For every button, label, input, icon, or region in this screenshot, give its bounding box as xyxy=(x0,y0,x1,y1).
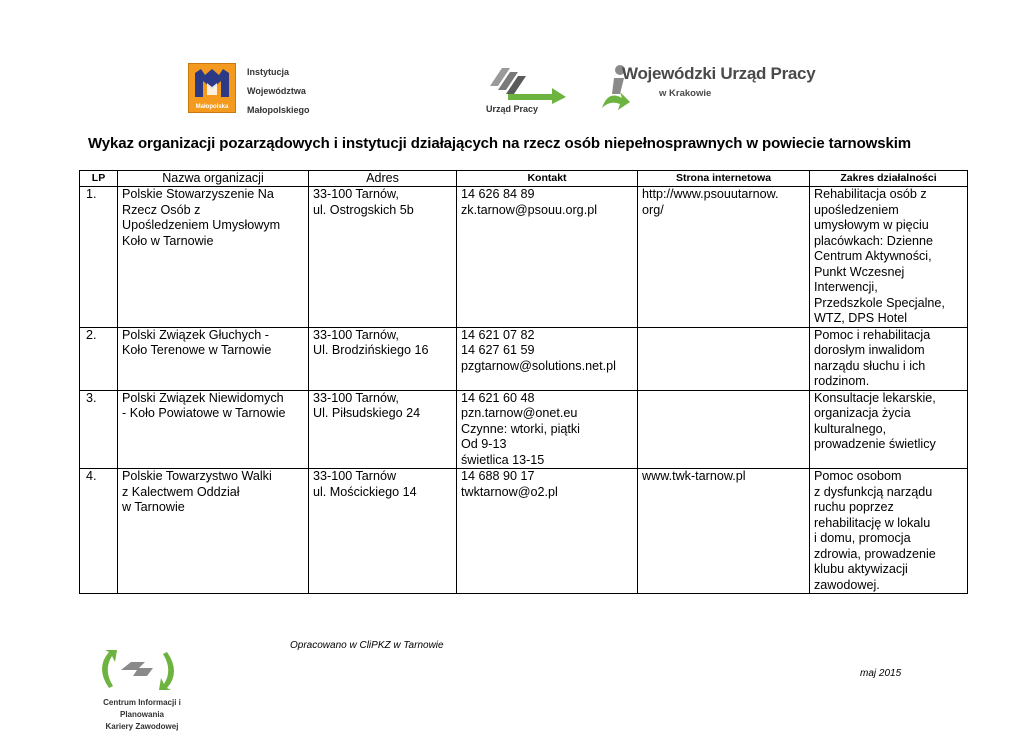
institution-line: Województwa xyxy=(247,86,306,96)
wup-subtitle: w Krakowie xyxy=(659,88,712,99)
urzad-pracy-arrows-icon xyxy=(486,64,568,104)
cell-address: 33-100 Tarnów ul. Mościckiego 14 xyxy=(309,469,457,594)
wup-title: Wojewódzki Urząd Pracy xyxy=(622,64,816,83)
header-scope: Zakres działalności xyxy=(810,171,968,187)
table-row xyxy=(80,327,968,390)
urzad-pracy-logo xyxy=(486,64,568,118)
cell-lp: 1. xyxy=(80,187,118,328)
table-row xyxy=(80,390,968,469)
prepared-by-note: Opracowano w CliPKZ w Tarnowie xyxy=(290,640,444,651)
cell-address: 33-100 Tarnów, Ul. Piłsudskiego 24 xyxy=(309,390,457,469)
header-lp: LP xyxy=(80,171,118,187)
cell-scope: Pomoc i rehabilitacja dorosłym inwalidom narządu słuchu i ich rodzinom. xyxy=(810,327,968,390)
cell-scope: Konsultacje lekarskie, organizacja życia kulturalnego, prowadzenie świetlicy xyxy=(810,390,968,469)
cell-name: Polski Związek Niewidomych - Koło Powiatowe w Tarnowie xyxy=(118,390,309,469)
institution-text xyxy=(247,63,310,120)
cell-lp: 4. xyxy=(80,469,118,594)
cip-logo-icon xyxy=(95,648,181,692)
table-row xyxy=(80,469,968,594)
cell-scope: Rehabilitacja osób z upośledzeniem umysłowym w pięciu placówkach: Dzienne Centrum Aktywności, Punkt Wczesnej Interwencji, Przedszkole Specjalne, WTZ, DPS Hotel xyxy=(810,187,968,328)
urzad-pracy-label: Urząd Pracy xyxy=(486,104,539,114)
header-contact: Kontakt xyxy=(457,171,638,187)
cell-contact: 14 621 07 82 14 627 61 59 pzgtarnow@solutions.net.pl xyxy=(457,327,638,390)
cell-lp: 3. xyxy=(80,390,118,469)
cell-address: 33-100 Tarnów, ul. Ostrogskich 5b xyxy=(309,187,457,328)
cell-contact: 14 621 60 48 pzn.tarnow@onet.eu Czynne: wtorki, piątki Od 9-13 świetlica 13-15 xyxy=(457,390,638,469)
table-row xyxy=(80,187,968,328)
cip-name: Centrum Informacji i Planowania Kariery Zawodowej xyxy=(103,698,181,731)
cell-name: Polskie Stowarzyszenie Na Rzecz Osób z Upośledzeniem Umysłowym Koło w Tarnowie xyxy=(118,187,309,328)
malopolska-label: Małopolska xyxy=(195,104,229,110)
header-address: Adres xyxy=(309,171,457,187)
cell-website xyxy=(638,327,810,390)
cell-address: 33-100 Tarnów, Ul. Brodzińskiego 16 xyxy=(309,327,457,390)
cell-scope: Pomoc osobom z dysfunkcją narządu ruchu poprzez rehabilitację w lokalu i domu, promocja zdrowia, prowadzenie klubu aktywizacji zawodowej. xyxy=(810,469,968,594)
institution-line: Małopolskiego xyxy=(247,105,310,115)
cell-lp: 2. xyxy=(80,327,118,390)
table-header-row xyxy=(80,171,968,187)
cell-name: Polski Związek Głuchych - Koło Terenowe w Tarnowie xyxy=(118,327,309,390)
header-name: Nazwa organizacji xyxy=(118,171,309,187)
organizations-table xyxy=(79,170,968,594)
header-website: Strona internetowa xyxy=(638,171,810,187)
document-title: Wykaz organizacji pozarządowych i instytucji działających na rzecz osób niepełnosprawnych w powiecie tarnowskim xyxy=(88,135,912,152)
cell-website[interactable]: http://www.psouutarnow. org/ xyxy=(638,187,810,328)
cell-website[interactable]: www.twk-tarnow.pl xyxy=(638,469,810,594)
document-date: maj 2015 xyxy=(860,668,902,679)
cell-name: Polskie Towarzystwo Walki z Kalectwem Oddział w Tarnowie xyxy=(118,469,309,594)
cell-contact: 14 626 84 89 zk.tarnow@psouu.org.pl xyxy=(457,187,638,328)
malopolska-logo xyxy=(188,63,236,113)
institution-line: Instytucja xyxy=(247,67,290,77)
cell-website xyxy=(638,390,810,469)
malopolska-emblem-icon xyxy=(193,67,231,99)
cell-contact: 14 688 90 17 twktarnow@o2.pl xyxy=(457,469,638,594)
